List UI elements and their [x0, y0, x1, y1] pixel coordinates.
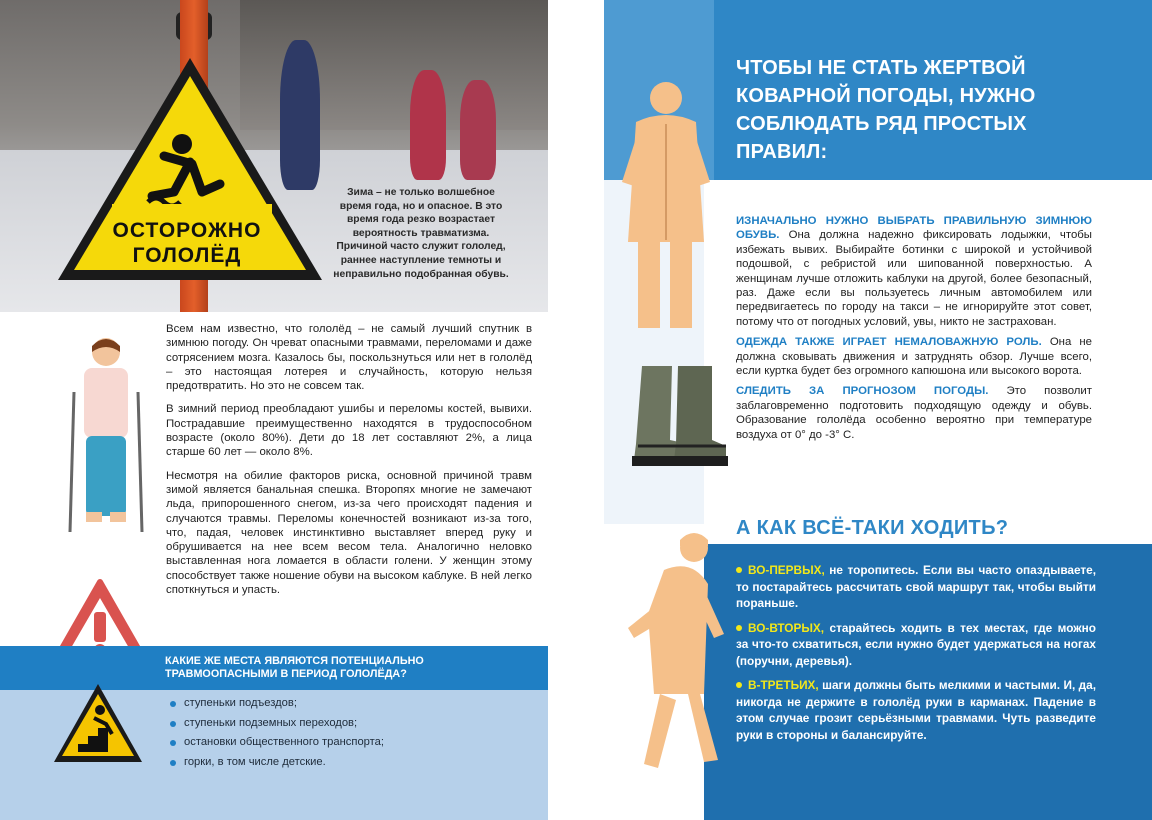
tip-3: В-ТРЕТЬИХ, шаги должны быть мелкими и частыми. И, да, никогда не держите в гололёд руки в карманах. Падение в этом случае грозит серьёзными травмами. Чуть разведите руки в стороны и балансируйте.: [736, 678, 1096, 742]
list-item: горки, в том числе детские.: [170, 753, 384, 773]
standing-man-illustration: [608, 72, 728, 342]
bullet-icon: [736, 567, 742, 573]
sign-line-1: ОСТОРОЖНО: [112, 219, 262, 242]
places-list: [170, 694, 384, 772]
places-title: КАКИЕ ЖЕ МЕСТА ЯВЛЯЮТСЯ ПОТЕНЦИАЛЬНО ТРАВМООПАСНЫМИ В ПЕРИОД ГОЛОЛЁДА?: [165, 655, 424, 680]
page-gutter: [548, 0, 604, 820]
paragraph: В зимний период преобладают ушибы и переломы костей, вывихи. Пострадавшие преимущественно находятся в трудоспособном возрасте (около 80%). Дети до 18 лет составляют 2%, а лица старше 60 лет — около 8%.: [166, 403, 532, 459]
right-page: [604, 0, 1152, 820]
bullet-icon: [736, 625, 742, 631]
rule-3: СЛЕДИТЬ ЗА ПРОГНОЗОМ ПОГОДЫ. Это позволит заблаговременно подготовить подходящую одежду и обувь. Образование гололёда особенно вероятно при температуре воздуха от 0° до -3° С.: [736, 385, 1092, 441]
walking-woman-illustration: [608, 524, 728, 784]
tip-2: ВО-ВТОРЫХ, старайтесь ходить в тех местах, где можно за что-то схватиться, если нужно будет удержаться на ногах (поручни, деревья).: [736, 620, 1096, 668]
list-item: ступеньки подъездов;: [170, 694, 384, 714]
list-item: ступеньки подземных переходов;: [170, 714, 384, 734]
tip-1: ВО-ПЕРВЫХ, не торопитесь. Если вы часто опаздываете, то постарайтесь рассчитать свой маршрут так, чтобы выйти пораньше.: [736, 563, 1096, 610]
rules-text: [736, 214, 1092, 448]
paragraph: Всем нам известно, что гололёд – не самый лучший спутник в зимнюю погоду. Он чреват опасными травмами, переломами и даже сотрясением мозга. Казалось бы, поскользнуться или нет в гололёд – это настоящая лотерея и случайность, которую нельзя предотвратить. Но это не совсем так.: [166, 323, 532, 393]
intro-text: [166, 322, 532, 606]
left-page: [0, 0, 548, 820]
rule-2: ОДЕЖДА ТАКЖЕ ИГРАЕТ НЕМАЛОВАЖНУЮ РОЛЬ. Она не должна сковывать движения и затруднять обзор. Лучше всего, если куртка будет без огромного капюшона или высокого ворота.: [736, 336, 1092, 378]
paragraph: Несмотря на обилие факторов риска, основной причиной травм зимой является банальная спешка. Второпях многие не замечают льда, припорошенного снегом, из-за чего происходят падения и случаются травмы. Переломы конечностей возникают из-за того, что, падая, человек инстинктивно выставляет вперед руку и обрушивается на нее всем весом тела. Аналогично неловко выставленная нога ломается в области голени. У женщин этому способствует также ношение обуви на высоком каблуке. В ней легко споткнуться и упасть.: [166, 469, 532, 597]
rules-title: ЧТОБЫ НЕ СТАТЬ ЖЕРТВОЙ КОВАРНОЙ ПОГОДЫ, НУЖНО СОБЛЮДАТЬ РЯД ПРОСТЫХ ПРАВИЛ:: [736, 57, 1036, 163]
bullet-icon: [736, 682, 742, 688]
rule-1: ИЗНАЧАЛЬНО НУЖНО ВЫБРАТЬ ПРАВИЛЬНУЮ ЗИМНЮЮ ОБУВЬ. Она должна надежно фиксировать лодыжки, чтобы избежать вывих. Выбирайте ботинки с широкой и устойчивой подошвой, с ребристой или шипованной поверхностью. А женщинам лучше отложить каблуки на другой, более безопасный, раз. Даже если вы пользуетесь личным автомобилем или передвигаетесь по городу на такси – не игнорируйте этот совет, потому что от погодных условий, увы, никто не застрахован.: [736, 215, 1092, 328]
person-with-crutches-icon: [62, 332, 152, 542]
winter-boots-photo: [628, 360, 728, 475]
walk-title: А КАК ВСЁ-ТАКИ ХОДИТЬ?: [736, 517, 1009, 539]
stairs-slip-sign-icon: [50, 680, 146, 766]
tips-text: [736, 562, 1096, 751]
sign-line-2: ГОЛОЛЁД: [132, 244, 242, 267]
list-item: остановки общественного транспорта;: [170, 733, 384, 753]
hero-photo: [0, 0, 548, 312]
hero-caption: Зима – не только волшебное время года, но и опасное. В это время года резко возрастает вероятность травматизма. Причиной часто служит гололед, раннее наступление темноты и неправильно подобранная обувь.: [333, 187, 509, 280]
